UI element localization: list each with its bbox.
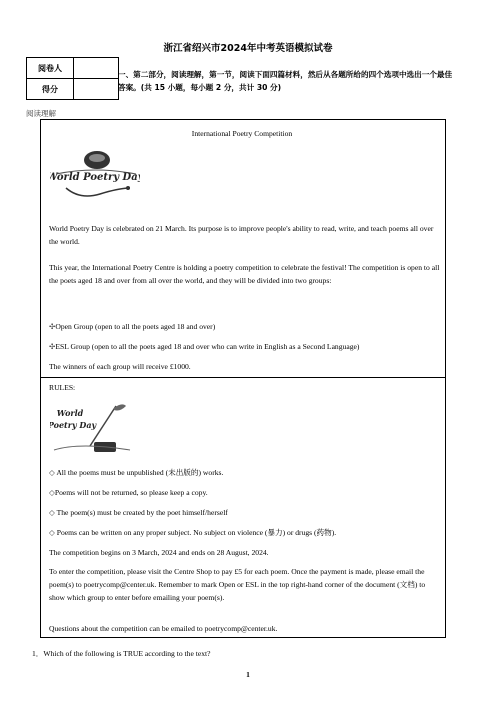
rule-item: ◇ The poem(s) must be created by the poet himself/herself [49,508,228,517]
reviewer-field[interactable] [74,58,119,79]
svg-text:Poetry Day: Poetry Day [50,420,97,430]
reviewer-label: 阅卷人 [27,58,74,79]
rules-label: RULES: [49,383,76,392]
diamond-bullet-icon: ◇ [49,508,57,517]
rule-item: ◇ All the poems must be unpublished (未出版的) works. [49,468,224,477]
flower-bullet-icon: ✣ [49,322,56,331]
score-label: 得分 [27,79,74,100]
prize-text: The winners of each group will receive £1000. [49,362,191,371]
group-item: ✣Open Group (open to all the poets aged 18 and over) [49,322,216,331]
world-poetry-day-logo [50,144,140,204]
page-number: 1 [246,670,250,679]
rule-item: ◇ Poems can be written on any proper subject. No subject on violence (暴力) or drugs (药物). [49,528,337,537]
question-1: 1．Which of the following is TRUE according to the text? [32,649,211,658]
world-poetry-day-logo-ink [50,402,132,456]
flower-bullet-icon: ✣ [49,342,56,351]
rule-item: ◇Poems will not be returned, so please keep a copy. [49,488,208,497]
section-instructions: 一、第二部分，阅读理解，第一节，阅读下面四篇材料，然后从各题所给的四个选项中选出一个最佳答案。(共 15 小题，每小题 2 分，共计 30 分) [118,70,453,92]
svg-text:World: World [56,408,84,418]
competition-dates: The competition begins on 3 March, 2024 and ends on 28 August, 2024. [49,548,269,557]
passage-intro: World Poetry Day is celebrated on 21 March. Its purpose is to improve people's ability to read, write, and teach poems all over the world. [49,224,434,246]
score-table [26,57,119,100]
score-field[interactable] [74,79,119,100]
diamond-bullet-icon: ◇ [49,468,57,477]
entry-instructions: To enter the competition, please visit the Centre Shop to pay £5 for each poem. Once the payment is made, please email the poem(s) to poetrycomp@center.uk. Remember to mark Open or ESL in the top right-hand corner of the document (文档) to show which group to enter before emailing your poem(s). [49,567,426,602]
exam-title: 浙江省绍兴市2024年中考英语模拟试卷 [163,43,333,54]
svg-text:World Poetry Day: World Poetry Day [50,172,140,183]
diamond-bullet-icon: ◇ [49,528,57,537]
section-label: 阅读理解 [26,109,56,118]
contact-info: Questions about the competition can be emailed to poetrycomp@center.uk. [49,624,278,633]
passage-title: International Poetry Competition [191,129,293,138]
group-item: ✣ESL Group (open to all the poets aged 18 and over who can write in English as a Second Language) [49,342,360,351]
diamond-bullet-icon: ◇ [49,488,55,497]
passage-paragraph-2: This year, the International Poetry Centre is holding a poetry competition to celebrate the festival! The competition is open to all the poets aged 18 and over from all over the world, and they will be divided into two groups: [49,263,440,285]
